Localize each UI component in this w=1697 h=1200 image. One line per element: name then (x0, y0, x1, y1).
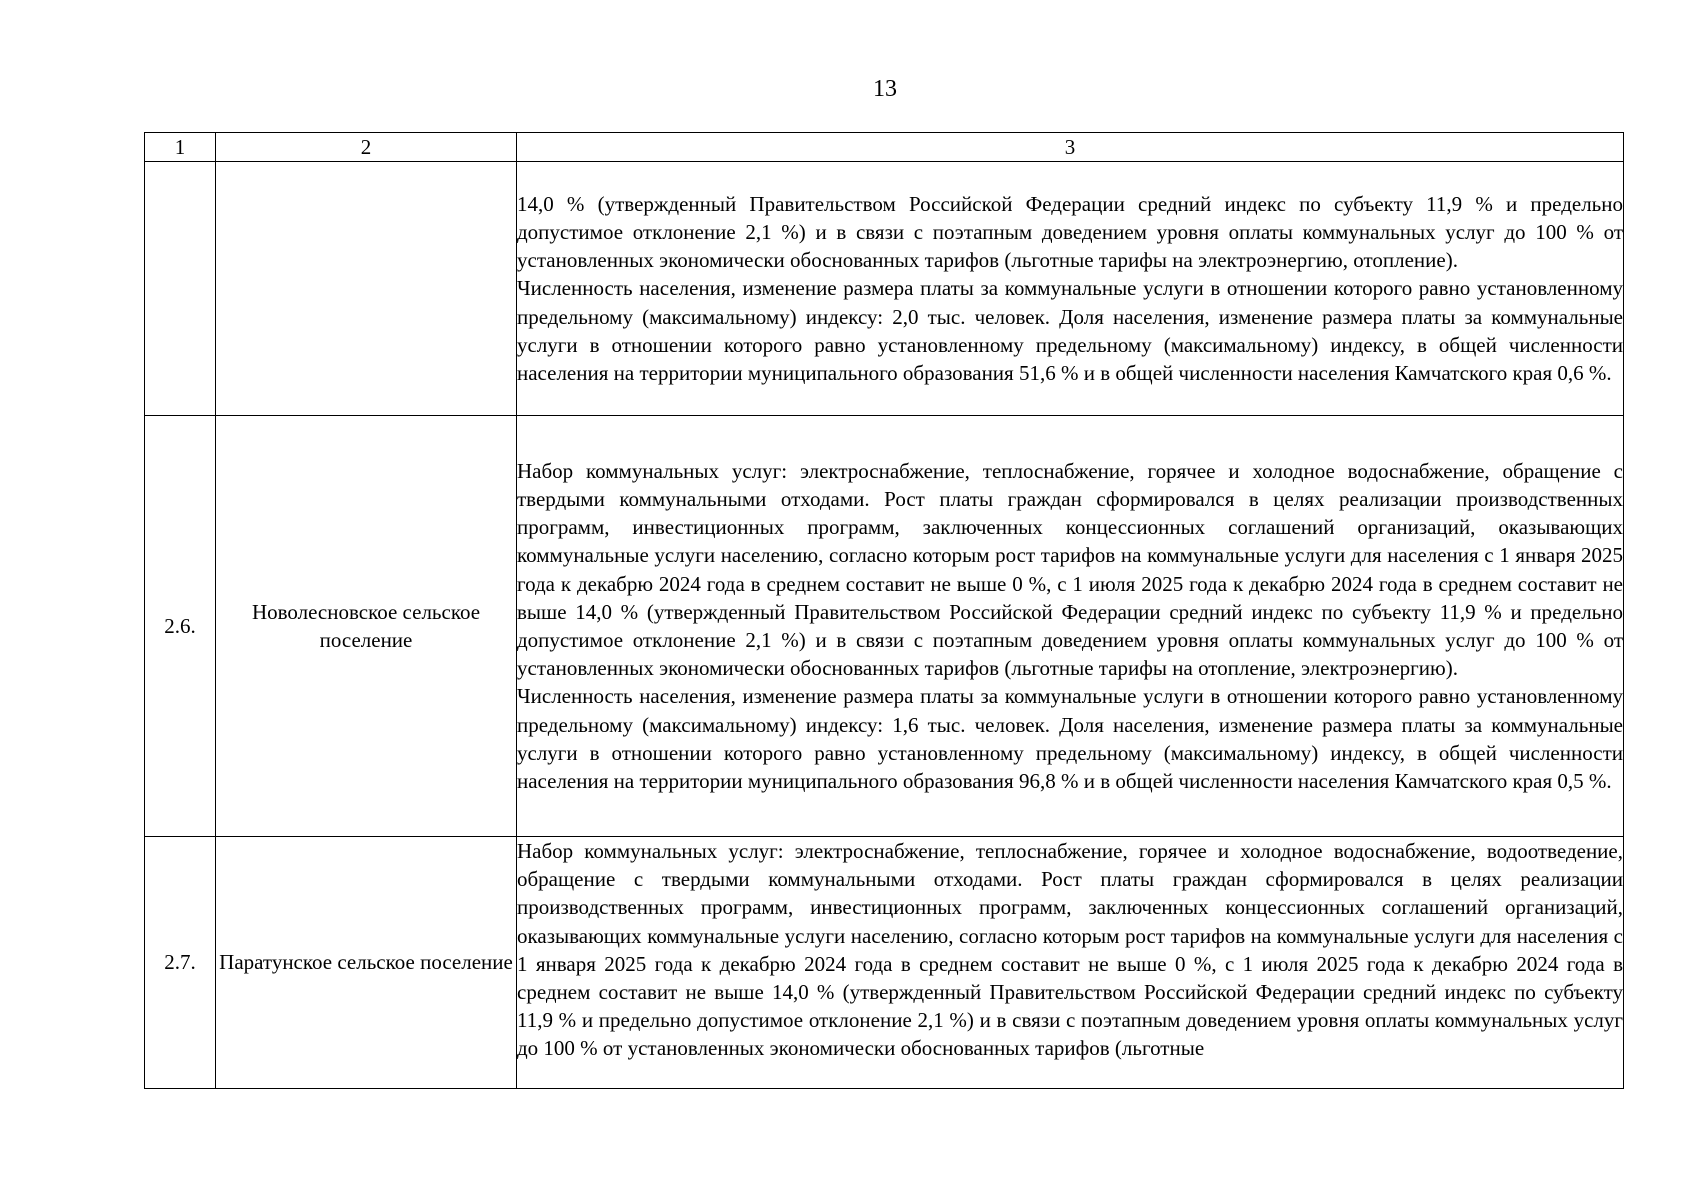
description-paragraph: Набор коммунальных услуг: электроснабжение, теплоснабжение, горячее и холодное водоснабжение, водоотведение, обращение с твердыми коммунальными отходами. Рост платы граждан сформировался в целях реализации производственных программ, инвестиционных программ, заключенных концессионных соглашений организаций, оказывающих коммунальные услуги населению, согласно которым рост тарифов на коммунальные услуги для населения с 1 января 2025 года к декабрю 2024 года в среднем составит не выше 0 %, с 1 июля 2025 года к декабрю 2024 года в среднем составит не выше 14,0 % (утвержденный Правительством Российской Федерации средний индекс по субъекту 11,9 % и предельно допустимое отклонение 2,1 %) и в связи с поэтапным доведением уровня оплаты коммунальных услуг до 100 % от установленных экономически обоснованных тарифов (льготные (517, 839, 1623, 1061)
table-row (145, 162, 1624, 416)
table-row (145, 837, 1624, 1089)
municipal-tariff-table (144, 132, 1624, 1089)
description-cell (517, 416, 1624, 837)
description-cell (517, 162, 1624, 416)
page-number: 13 (873, 76, 897, 102)
settlement-name-cell: Паратунское сельское поселение (216, 837, 517, 1089)
description-paragraph: Численность населения, изменение размера платы за коммунальные услуги в отношении которого равно установленному предельному (максимальному) индексу: 2,0 тыс. человек. Доля населения, изменение размера платы за коммунальные услуги в отношении которого равно установленному предельному (максимальному) индексу, в общей численности населения на территории муниципального образования 51,6 % и в общей численности населения Камчатского края 0,6 %. (517, 276, 1623, 385)
settlement-name-cell (216, 162, 517, 416)
column-header-2: 2 (216, 133, 517, 162)
description-clip (517, 837, 1623, 1088)
table-header-row (145, 133, 1624, 162)
row-number-cell: 2.6. (145, 416, 216, 837)
description-paragraph: Набор коммунальных услуг: электроснабжение, теплоснабжение, горячее и холодное водоснабжение, обращение с твердыми коммунальными отходами. Рост платы граждан сформировался в целях реализации производственных программ, инвестиционных программ, заключенных концессионных соглашений организаций, оказывающих коммунальные услуги населению, согласно которым рост тарифов на коммунальные услуги для населения с 1 января 2025 года к декабрю 2024 года в среднем составит не выше 0 %, с 1 июля 2025 года к декабрю 2024 года в среднем составит не выше 14,0 % (утвержденный Правительством Российской Федерации средний индекс по субъекту 11,9 % и предельно допустимое отклонение 2,1 %) и в связи с поэтапным доведением уровня оплаты коммунальных услуг до 100 % от установленных экономически обоснованных тарифов (льготные тарифы на отопление, электроэнергию). (517, 458, 1623, 681)
column-header-3: 3 (517, 133, 1624, 162)
column-header-1: 1 (145, 133, 216, 162)
row-number-cell (145, 162, 216, 416)
table-row (145, 416, 1624, 837)
settlement-name-cell: Новолесновское сельское поселение (216, 416, 517, 837)
description-cell (517, 837, 1624, 1089)
description-paragraph: Численность населения, изменение размера платы за коммунальные услуги в отношении которого равно установленному предельному (максимальному) индексу: 1,6 тыс. человек. Доля населения, изменение размера платы за коммунальные услуги в отношении которого равно установленному предельному (максимальному) индексу, в общей численности населения на территории муниципального образования 96,8 % и в общей численности населения Камчатского края 0,5 %. (517, 684, 1623, 794)
row-number-cell: 2.7. (145, 837, 216, 1089)
description-paragraph: 14,0 % (утвержденный Правительством Российской Федерации средний индекс по субъекту 11,9 % и предельно допустимое отклонение 2,1 %) и в связи с поэтапным доведением уровня оплаты коммунальных услуг до 100 % от установленных экономически обоснованных тарифов (льготные тарифы на электроэнергию, отопление). (517, 191, 1623, 273)
